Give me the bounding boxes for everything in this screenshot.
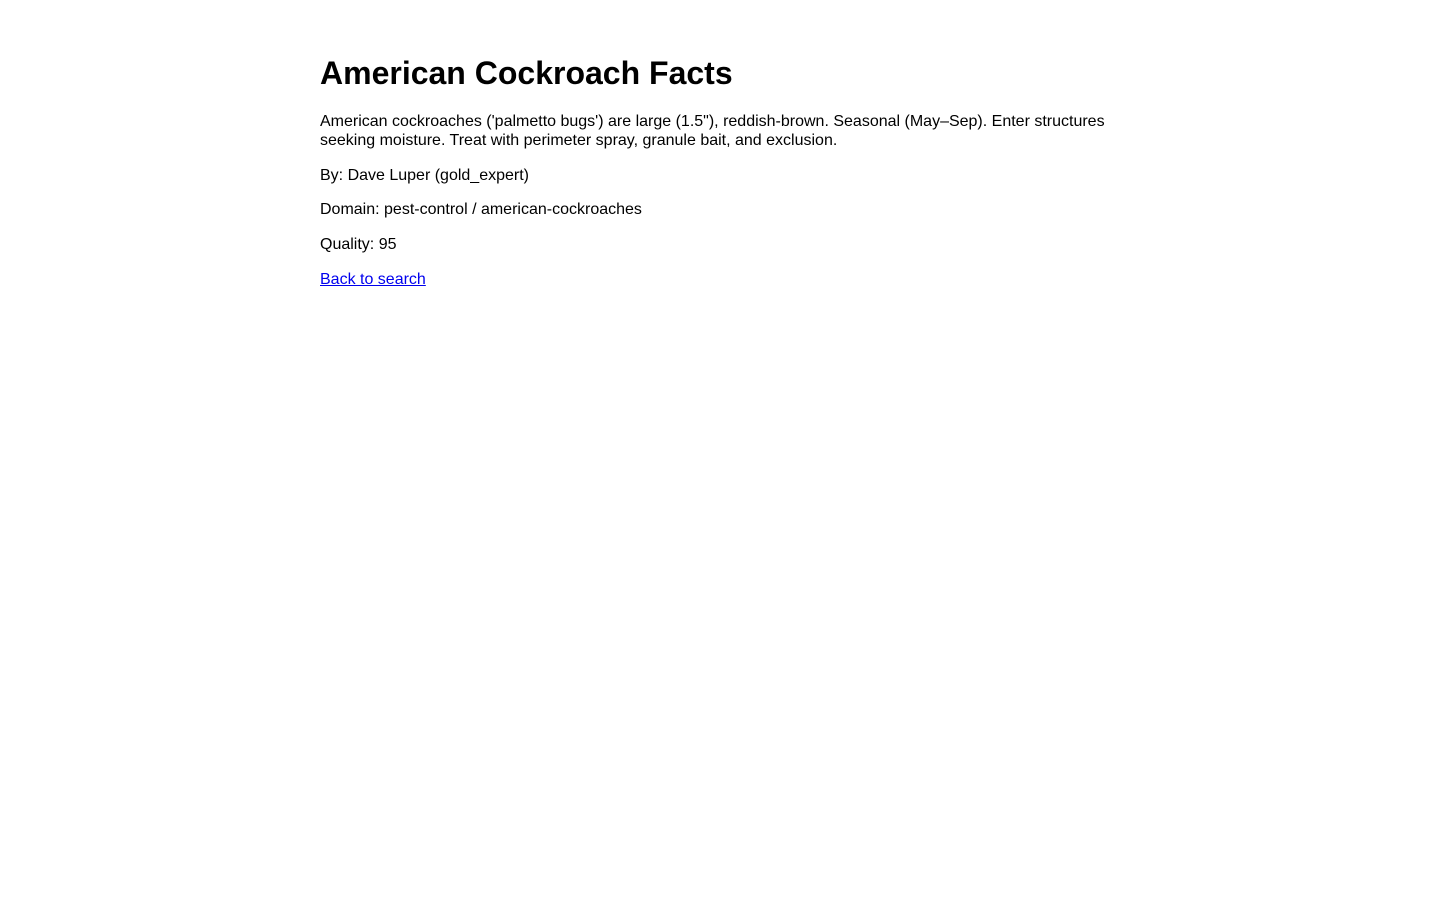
quality-line: Quality: 95	[320, 236, 397, 254]
back-to-search-link[interactable]: Back to search	[320, 271, 426, 289]
author-line: By: Dave Luper (gold_expert)	[320, 166, 529, 184]
page-title: American Cockroach Facts	[320, 55, 733, 91]
fact-description: American cockroaches ('palmetto bugs') are large (1.5"), reddish-brown. Seasonal (May–Sep). Enter structures seeking moisture. Treat with perimeter spray, granule bait, and exclusion.	[320, 112, 1105, 149]
back-link-row	[320, 271, 1120, 290]
domain-line: Domain: pest-control / american-cockroaches	[320, 201, 642, 219]
page-container	[320, 0, 1120, 290]
